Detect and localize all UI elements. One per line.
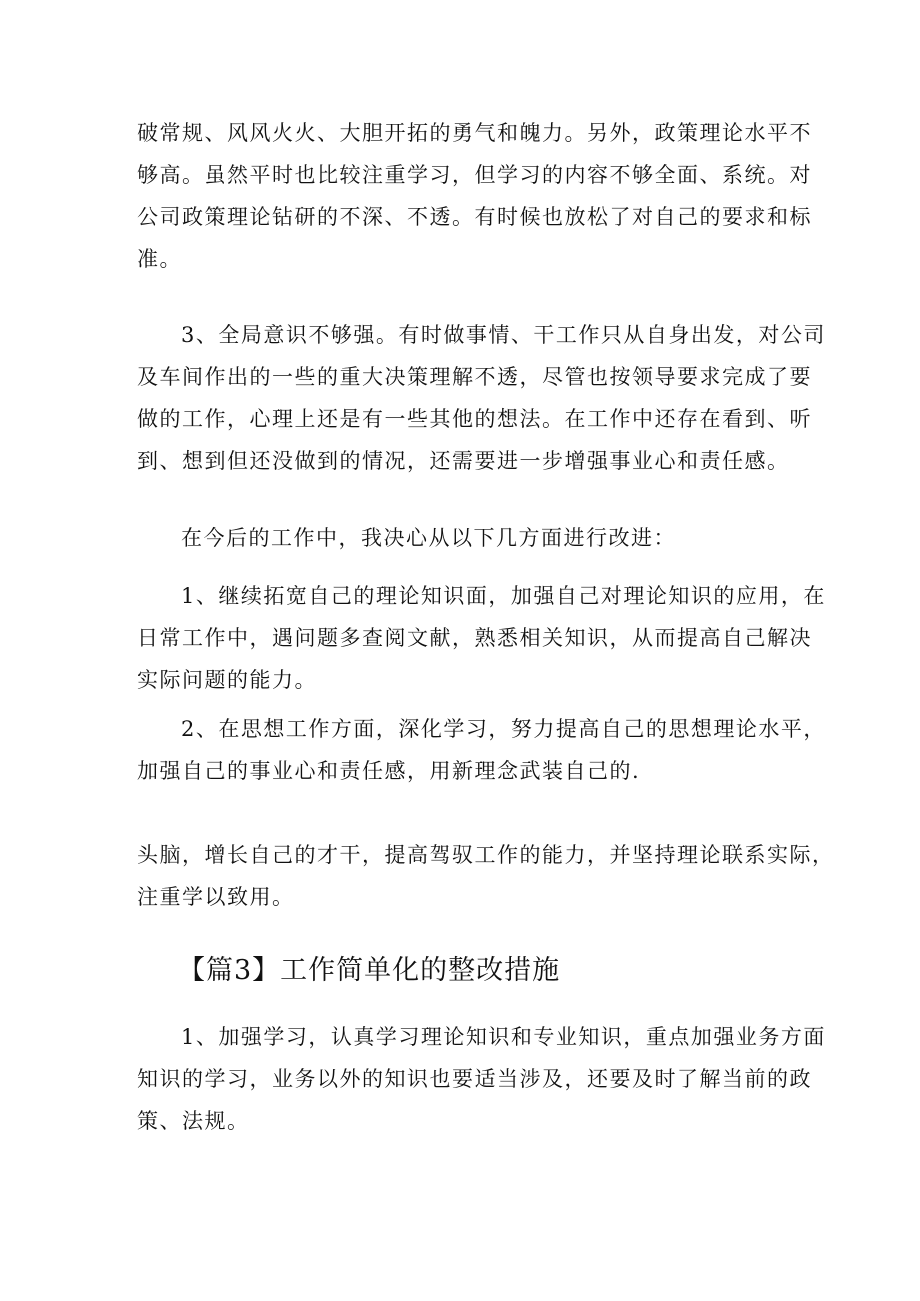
paragraph-4 xyxy=(137,575,826,701)
paragraph-line: 在今后的工作中，我决心从以下几方面进行改进： xyxy=(181,526,676,550)
paragraph-line: 准。 xyxy=(137,247,182,271)
paragraph-3 xyxy=(137,517,797,559)
paragraph-line: 1、加强学习，认真学习理论知识和专业知识，重点加强业务方面 xyxy=(181,1025,826,1049)
paragraph-5 xyxy=(137,708,826,792)
paragraph-line: 1、继续拓宽自己的理论知识面，加强自己对理论知识的应用，在 xyxy=(181,584,826,608)
paragraph-line: 做的工作，心理上还是有一些其他的想法。在工作中还存在看到、听 xyxy=(137,407,812,431)
paragraph-line: 够高。虽然平时也比较注重学习，但学习的内容不够全面、系统。对 xyxy=(137,163,812,187)
paragraph-line: 及车间作出的一些的重大决策理解不透，尽管也按领导要求完成了要 xyxy=(137,365,812,389)
paragraph-line: 3、全局意识不够强。有时做事情、干工作只从自身出发，对公司 xyxy=(181,323,826,347)
paragraph-line: 注重学以致用。 xyxy=(137,885,295,909)
paragraph-line: 2、在思想工作方面，深化学习，努力提高自己的思想理论水平， xyxy=(181,717,826,741)
paragraph-line: 知识的学习，业务以外的知识也要适当涉及，还要及时了解当前的政 xyxy=(137,1067,812,1091)
paragraph-line: 策、法规。 xyxy=(137,1109,250,1133)
paragraph-line: 头脑，增长自己的才干，提高驾驭工作的能力，并坚持理论联系实际， xyxy=(137,843,835,867)
paragraph-line: 公司政策理论钻研的不深、不透。有时候也放松了对自己的要求和标 xyxy=(137,205,812,229)
paragraph-line: 实际问题的能力。 xyxy=(137,668,317,692)
paragraph-2 xyxy=(137,314,826,482)
section-heading: 【篇3】工作简单化的整改措施 xyxy=(178,955,561,986)
paragraph-line: 加强自己的事业心和责任感，用新理念武装自己的. xyxy=(137,759,641,783)
paragraph-7 xyxy=(137,1016,826,1142)
paragraph-line: 到、想到但还没做到的情况，还需要进一步增强事业心和责任感。 xyxy=(137,449,790,473)
paragraph-line: 日常工作中，遇问题多查阅文献，熟悉相关知识，从而提高自己解决 xyxy=(137,626,812,650)
paragraph-1 xyxy=(137,112,812,280)
paragraph-line: 破常规、风风火火、大胆开拓的勇气和魄力。另外，政策理论水平不 xyxy=(137,121,812,145)
paragraph-6 xyxy=(137,834,835,918)
